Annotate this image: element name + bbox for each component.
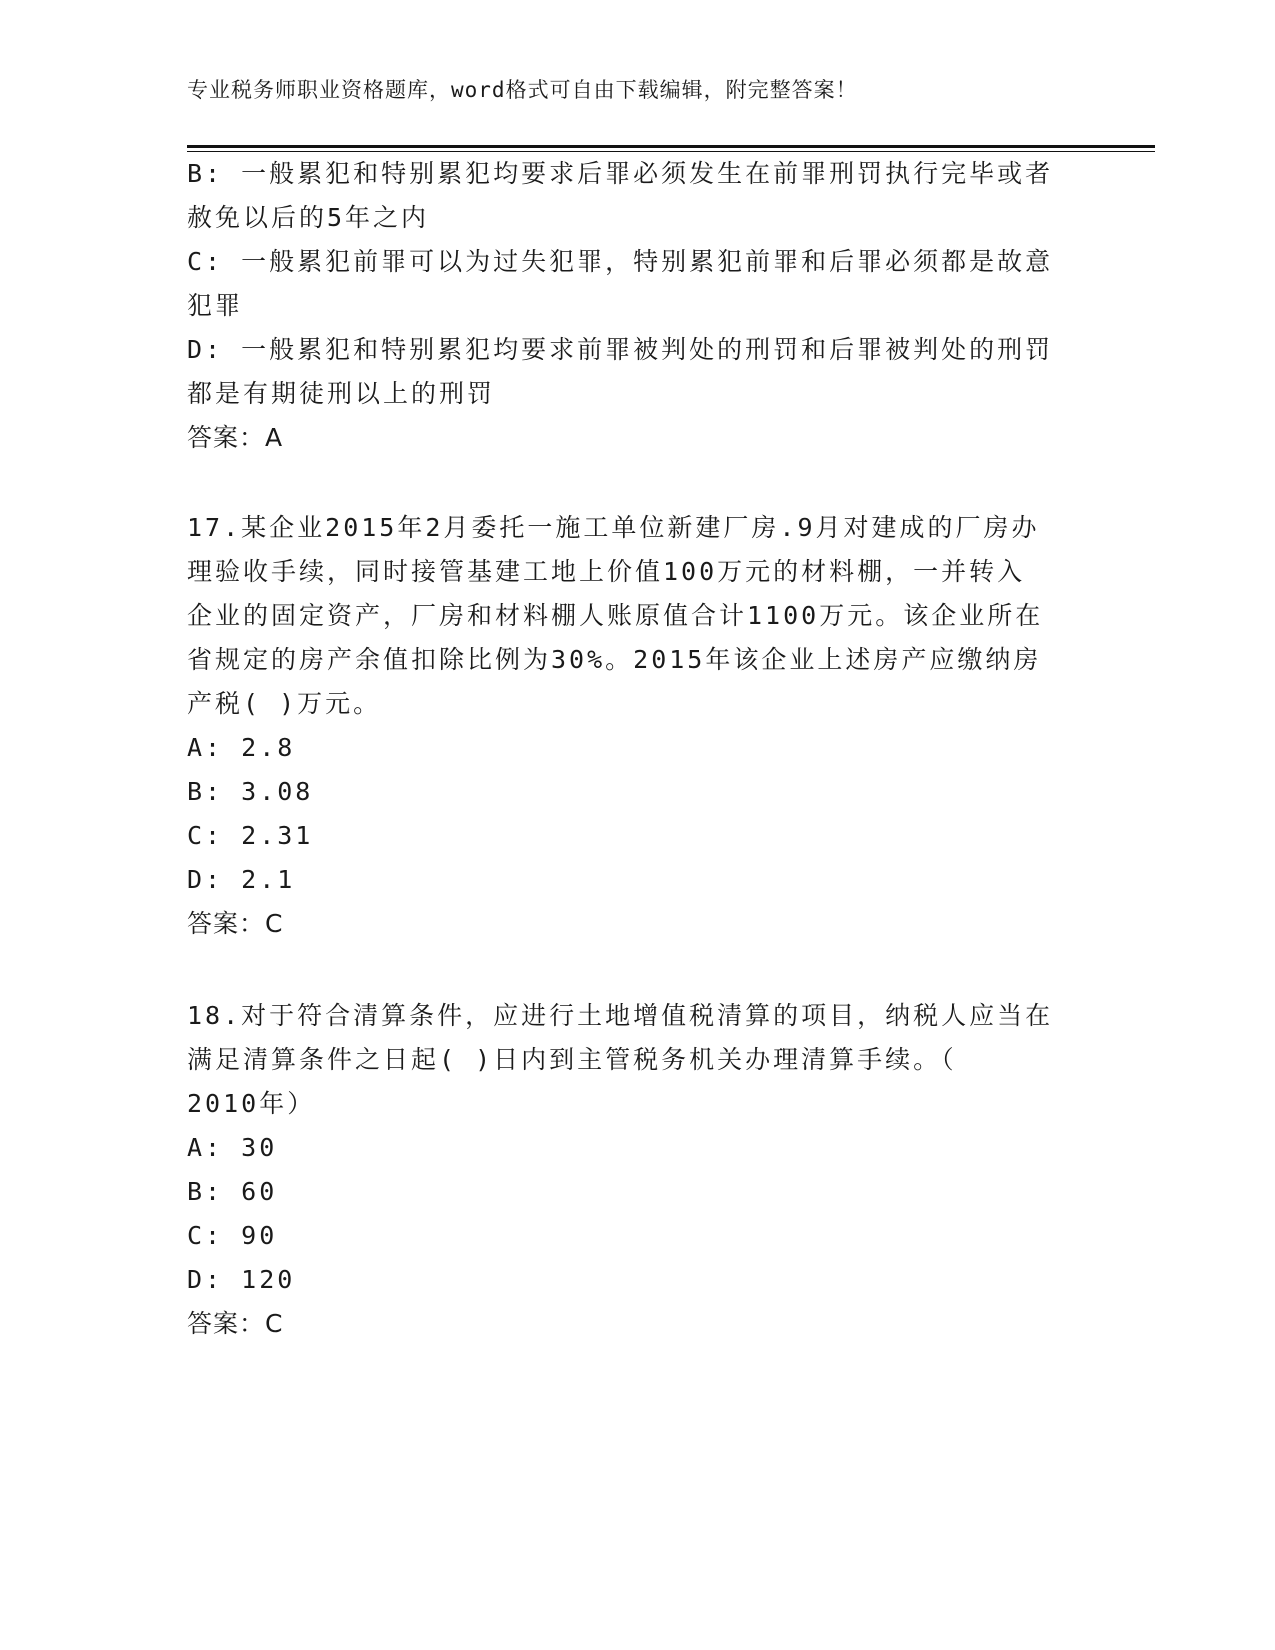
q17-answer: 答案：C	[187, 909, 284, 938]
q17-option-d: D: 2.1	[187, 865, 296, 894]
q17-stem-line5: 产税( )万元。	[187, 689, 382, 718]
q16-option-d-line2: 都是有期徒刑以上的刑罚	[187, 379, 496, 408]
q18-stem-line1: 18.对于符合清算条件，应进行土地增值税清算的项目，纳税人应当在	[187, 1001, 1054, 1030]
q18-option-d: D: 120	[187, 1265, 296, 1294]
q17-option-a: A: 2.8	[187, 733, 296, 762]
q17-stem-line1: 17.某企业2015年2月委托一施工单位新建厂房.9月对建成的厂房办	[187, 513, 1040, 542]
q16-option-b-line1: B: 一般累犯和特别累犯均要求后罪必须发生在前罪刑罚执行完毕或者	[187, 159, 1054, 188]
page-header: 专业税务师职业资格题库，word格式可自由下载编辑，附完整答案！	[187, 78, 858, 102]
q16-option-d-line1: D: 一般累犯和特别累犯均要求前罪被判处的刑罚和后罪被判处的刑罚	[187, 335, 1054, 364]
q18-option-b: B: 60	[187, 1177, 278, 1206]
q18-option-c: C: 90	[187, 1221, 278, 1250]
q17-stem-line4: 省规定的房产余值扣除比例为30%。2015年该企业上述房产应缴纳房	[187, 645, 1042, 674]
q16-option-c-line2: 犯罪	[187, 291, 244, 320]
header-rule-thick	[187, 145, 1155, 148]
q18-answer: 答案：C	[187, 1309, 284, 1338]
q17-option-b: B: 3.08	[187, 777, 314, 806]
q18-stem-line3: 2010年）	[187, 1089, 316, 1118]
q18-stem-line2: 满足清算条件之日起( )日内到主管税务机关办理清算手续。（	[187, 1045, 957, 1074]
q16-option-b-line2: 赦免以后的5年之内	[187, 203, 430, 232]
q17-stem-line2: 理验收手续，同时接管基建工地上价值100万元的材料棚，一并转入	[187, 557, 1026, 586]
q16-option-c-line1: C: 一般累犯前罪可以为过失犯罪，特别累犯前罪和后罪必须都是故意	[187, 247, 1054, 276]
q18-option-a: A: 30	[187, 1133, 278, 1162]
header-rule-thin	[187, 151, 1155, 152]
q17-option-c: C: 2.31	[187, 821, 314, 850]
q16-answer: 答案：A	[187, 423, 284, 452]
q17-stem-line3: 企业的固定资产，厂房和材料棚人账原值合计1100万元。该企业所在	[187, 601, 1044, 630]
